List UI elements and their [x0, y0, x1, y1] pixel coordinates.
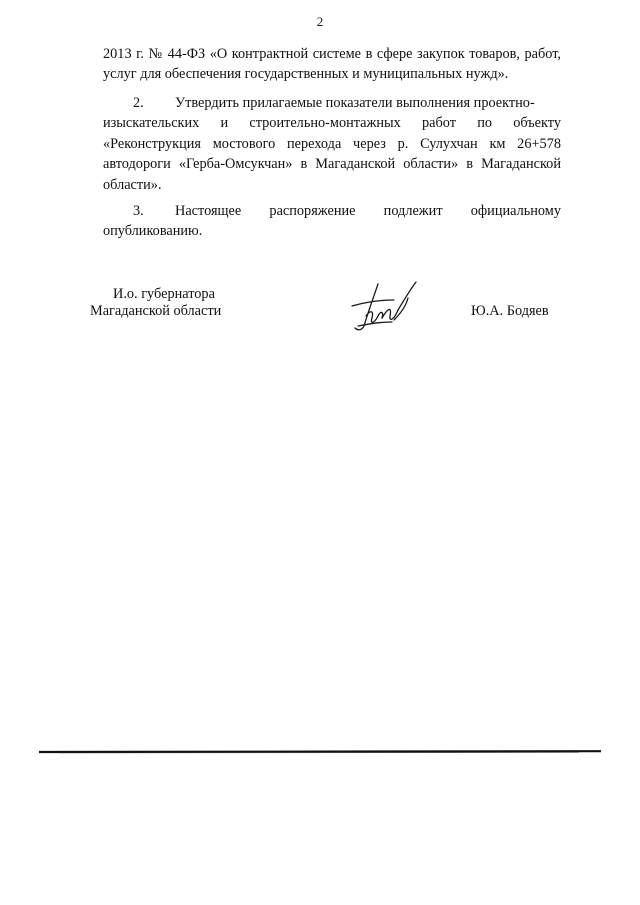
paragraph-2 — [103, 93, 561, 195]
paragraph-2-line-5: области». — [103, 176, 162, 193]
paragraph-2-line-4: автодороги «Герба-Омсукчан» в Магаданской области» в Магаданской — [103, 156, 561, 173]
paragraph-2-line-2: изыскательских и строительно-монтажных работ по объекту — [103, 115, 561, 132]
bottom-divider — [39, 749, 601, 755]
paragraph-2-line-3: «Реконструкция мостового перехода через р. Сулухчан км 26+578 — [103, 135, 561, 152]
paragraph-3-line-2: опубликованию. — [103, 223, 203, 240]
paragraph-2-line-1: Утвердить прилагаемые показатели выполнения проектно- — [175, 95, 535, 111]
signer-title-line-2: Магаданской области — [90, 303, 222, 319]
paragraph-3 — [103, 201, 561, 242]
page-number: 2 — [316, 14, 324, 29]
signer-title — [90, 286, 221, 320]
signer-title-line-1: И.о. губернатора — [113, 286, 215, 302]
signature-block — [0, 286, 640, 336]
paragraph-3-line-1: Настоящее распоряжение подлежит официальному — [175, 203, 561, 219]
paragraph-2-number: 2. — [133, 95, 144, 111]
signer-name: Ю.А. Бодяев — [471, 303, 549, 319]
paragraph-3-first-line — [103, 201, 561, 221]
paragraph-1-line-2: услуг для обеспечения государственных и муниципальных нужд». — [103, 66, 509, 83]
paragraph-1 — [103, 44, 561, 85]
paragraph-1-line-1: 2013 г. № 44-ФЗ «О контрактной системе в сфере закупок товаров, работ, — [103, 46, 561, 62]
paragraph-2-first-line — [103, 93, 561, 113]
paragraph-3-number: 3. — [133, 203, 144, 219]
handwritten-signature-icon — [348, 280, 428, 334]
